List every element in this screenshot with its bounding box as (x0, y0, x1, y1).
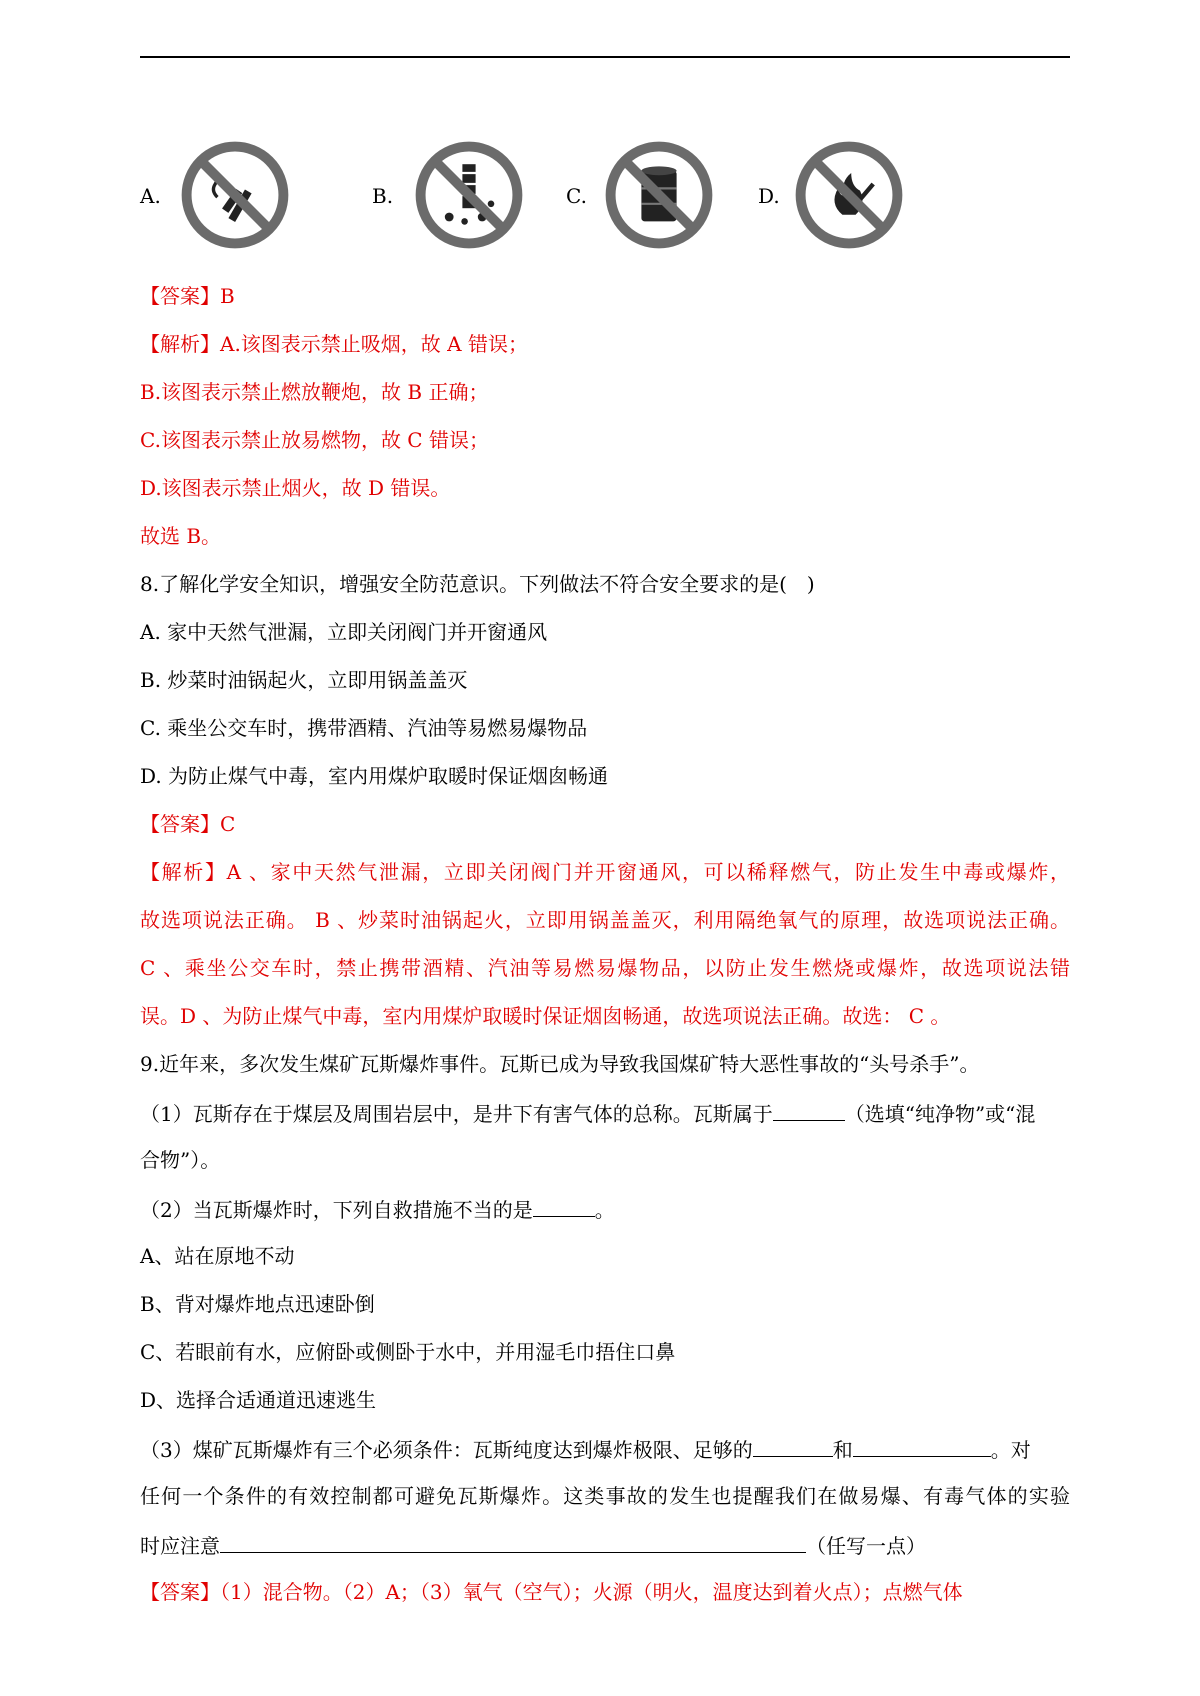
no-open-flame-icon (794, 140, 904, 250)
q9-part3-blank-oxygen[interactable] (753, 1434, 833, 1457)
q8-option: C. 乘坐公交车时，携带酒精、汽油等易燃易爆物品 (140, 716, 588, 740)
q7-analysis-line: 故选 B。 (140, 524, 222, 548)
q9-option: D、选择合适通道迅速逃生 (140, 1388, 377, 1412)
q7-analysis-line: C.该图表示禁止放易燃物，故 C 错误； (140, 428, 489, 452)
no-flammable-storage-icon (604, 140, 714, 250)
q7-option-c-label: C. (566, 184, 587, 208)
q9-stem: 9.近年来，多次发生煤矿瓦斯爆炸事件。瓦斯已成为导致我国煤矿特大恶性事故的“头号杀手”。 (140, 1052, 980, 1076)
q7-option-a-label: A. (140, 184, 161, 208)
q9-part3: （3）煤矿瓦斯爆炸有三个必须条件：瓦斯纯度达到爆炸极限、足够的 和 。对 (140, 1434, 1070, 1464)
q9-part1-blank[interactable] (773, 1098, 845, 1121)
q9-part3-cont: 任何一个条件的有效控制都可避免瓦斯爆炸。这类事故的发生也提醒我们在做易爆、有毒气体的实验 (140, 1484, 1070, 1508)
q9-option: C、若眼前有水，应俯卧或侧卧于水中，并用湿毛巾捂住口鼻 (140, 1340, 676, 1364)
q9-part2-blank[interactable] (533, 1194, 595, 1217)
q7-analysis-line: B.该图表示禁止燃放鞭炮，故 B 正确； (140, 380, 489, 404)
q8-answer: 【答案】C (140, 812, 236, 836)
q8-analysis-line: C 、乘坐公交车时，禁止携带酒精、汽油等易燃易爆物品，以防止发生燃烧或爆炸，故选项说法错 (140, 956, 1070, 980)
q9-option: B、背对爆炸地点迅速卧倒 (140, 1292, 375, 1316)
q7-option-b-label: B. (372, 184, 394, 208)
no-fireworks-icon (414, 140, 524, 250)
q8-option: D. 为防止煤气中毒，室内用煤炉取暖时保证烟囱畅通 (140, 764, 609, 788)
q9-part3-blank-note[interactable] (220, 1530, 806, 1553)
header-rule (140, 56, 1070, 58)
q8-stem: 8.了解化学安全知识，增强安全防范意识。下列做法不符合安全要求的是( ) (140, 572, 815, 596)
q7-option-d-label: D. (758, 184, 780, 208)
q7-answer: 【答案】B (140, 284, 235, 308)
q7-analysis-line: D.该图表示禁止烟火，故 D 错误。 (140, 476, 451, 500)
q7-analysis-line: 【解析】A.该图表示禁止吸烟，故 A 错误； (140, 332, 528, 356)
q9-part1: （1）瓦斯存在于煤层及周围岩层中，是井下有害气体的总称。瓦斯属于 （选填“纯净物”或“混 (140, 1098, 1070, 1128)
q9-part3-end: 时应注意 （任写一点） (140, 1530, 1070, 1560)
q9-option: A、站在原地不动 (140, 1244, 295, 1268)
q8-option: A. 家中天然气泄漏，立即关闭阀门并开窗通风 (140, 620, 548, 644)
q8-analysis-line: 【解析】A 、家中天然气泄漏，立即关闭阀门并开窗通风，可以稀释燃气，防止发生中毒或爆炸， (140, 860, 1070, 884)
q9-part2: （2）当瓦斯爆炸时，下列自救措施不当的是 。 (140, 1194, 1070, 1224)
q8-analysis-line: 误。D 、为防止煤气中毒，室内用煤炉取暖时保证烟囱畅通，故选项说法正确。故选： C 。 (140, 1004, 951, 1028)
q9-answer: 【答案】（1）混合物。（2）A；（3）氧气（空气）；火源（明火，温度达到着火点）；点燃气体 (140, 1580, 963, 1604)
q8-analysis-line: 故选项说法正确。 B 、炒菜时油锅起火，立即用锅盖盖灭，利用隔绝氧气的原理，故选项说法正确。 (140, 908, 1070, 932)
q9-part1-cont: 合物”）。 (140, 1148, 221, 1172)
q8-option: B. 炒菜时油锅起火，立即用锅盖盖灭 (140, 668, 468, 692)
q9-part3-blank-fire[interactable] (853, 1434, 991, 1457)
no-smoking-icon (180, 140, 290, 250)
